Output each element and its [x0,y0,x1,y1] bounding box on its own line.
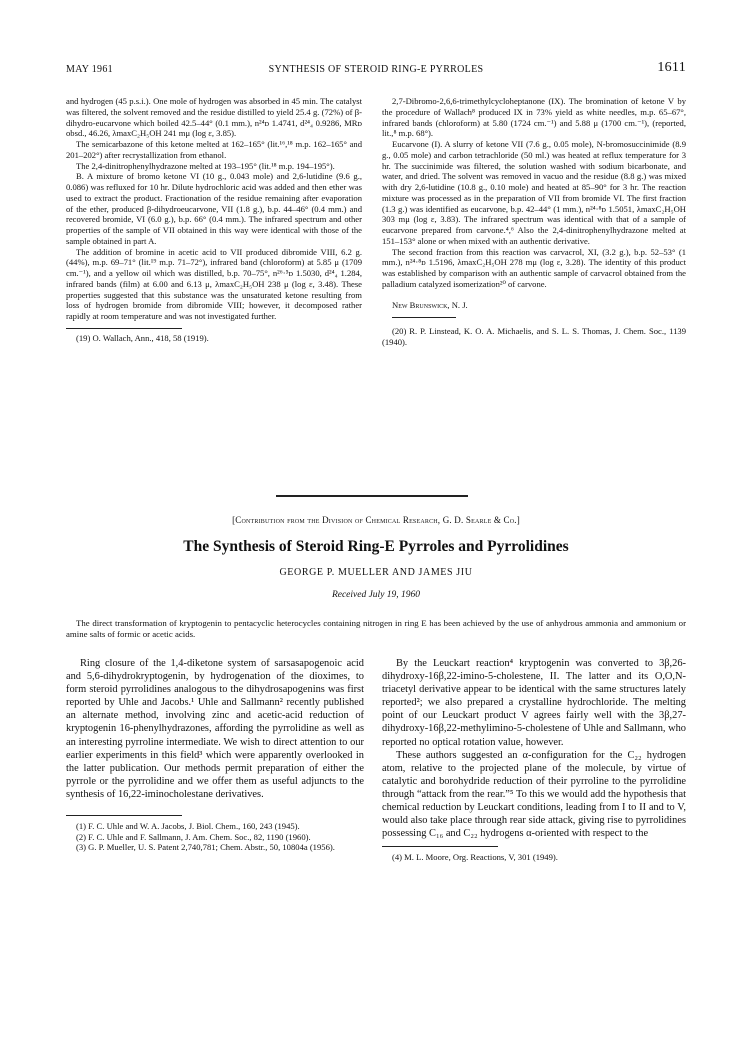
received-date: Received July 19, 1960 [331,590,421,600]
issue-date: MAY 1961 [66,64,113,75]
running-title: SYNTHESIS OF STEROID RING-E PYRROLES [268,64,484,75]
paragraph: By the Leuckart reaction⁴ kryptogenin was converted to 3β,26-dihydroxy-16β,22-imino-5-cholestene, II. The latter and its O,O,N-triacetyl derivative appear to be identical with the same structures lately reported²; we also prepared a crystalline hydrochloride. The melting point of our Leuckart product V agrees fairly well with the 3β,27-dihydroxy-16β,22-methylimino-5-cholestene of Uhle and Sallmann, who reported no optical rotation value, however. [382,658,686,748]
previous-article-left-column [66,96,362,343]
footnote-2: (2) F. C. Uhle and F. Sallmann, J. Am. Chem. Soc., 82, 1190 (1960). [76,831,311,842]
footnote-rule [392,317,456,318]
article-separator-rule [276,495,468,497]
paragraph: The addition of bromine in acetic acid to VII produced dibromide VIII, 6.2 g. (44%), m.p. 69–71° (lit.¹⁹ m.p. 71–72°), infrared band (chloroform) at 5.85 μ (1709 cm.⁻¹), and a yellow oil which was distilled, b.p. 70–75°, n²⁶·⁵ᴅ 1.5030, d²⁴₄ 1.284, infrared bands (film) at 6.00 and 6.13 μ, λmaxC₂H₅OH 238 μ (log ε, 3.48). These properties suggested that this substance was the unsaturated ketone resulting from loss of hydrogen bromide from dibromide VIII; however, it decomposed rather rapidly at room temperature and was not investigated further. [66,246,362,321]
footnote-3: (3) G. P. Mueller, U. S. Patent 2,740,781; Chem. Abstr., 50, 10804a (1956). [76,842,335,853]
paragraph: 2,7-Dibromo-2,6,6-trimethylcycloheptanone (IX). The bromination of ketone V by the procedure of Wallach⁸ produced IX in 73% yield as white needles, m.p. 65–67°, infrared bands (chloroform) at 5.80 (1724 cm.⁻¹) and 5.88 μ (1700 cm.⁻¹), (reported, lit.,⁸ m.p. 68°). [382,96,686,139]
paragraph: Ring closure of the 1,4-diketone system of sarsasapogenoic acid and 5,6-dihydrokryptogenin, by hydrogenation of the dioximes, to form steroid pyrrolidines analogous to the dihydrosapogenins was first reported by Uhle and Jacobs.¹ Uhle and Sallmann² recently published an alternate method, involving zinc and acetic-acid reduction of kryptogenin 16-phenylhydrazones, affording the pyrrolidine as well as an interesting pyrroline intermediate. We wish to direct attention to our earlier experiments in this field³ which were apparently overlooked in the latter publication. Our methods permit preparation of either the pyrrole or the pyrrolidine and we offer them as useful adjuncts to the synthesis of 16,22-iminocholestane derivatives. [66,658,364,800]
footnote-rule [66,328,182,329]
paragraph: The semicarbazone of this ketone melted at 162–165° (lit.¹⁶,¹⁸ m.p. 162–165° and 201–202°) after recrystallization from ethanol. [66,139,362,160]
paragraph: The second fraction from this reaction was carvacrol, XI, (3.2 g.), b.p. 52–53° (1 mm.), n²⁴·⁸ᴅ 1.5196, λmaxC₂H₅OH 278 mμ (log ε, 3.28). The identity of this product was established by comparison with an authentic sample of carvacrol obtained from the palladium catalyzed isomerization²⁰ of carvone. [382,246,686,289]
footnote-4: (4) M. L. Moore, Org. Reactions, V, 301 (1949). [392,852,558,863]
paragraph: These authors suggested an α-configuration for the C₂₂ hydrogen atom, relative to the projected plane of the molecule, by virtue of catalytic and borohydride reduction of their pyrroline to the pyrrolidine through “attack from the rear.”⁵ To this we would add the hypothesis that chemical reduction by Leuckart conditions, leading from I to II and to V, would also take place through rear side attack, giving rise to pyrrolidines possessing C₁₆ and C₂₂ hydrogens α-oriented with respect to the [382,749,686,840]
paragraph: and hydrogen (45 p.s.i.). One mole of hydrogen was absorbed in 45 min. The catalyst was filtered, the solvent removed and the residue distilled to yield 25.4 g. (72%) of β-dihydro-eucarvone which boiled 42.5–44° (0.1 mm.), n²⁴ᴅ 1.4741, d²⁴₄ 0.9286, MRᴅ obsd., 46.26, λmaxC₂H₅OH 241 mμ (log ε, 3.85). [66,96,362,139]
body-right-column [382,657,686,863]
article-title: The Synthesis of Steroid Ring-E Pyrroles and Pyrrolidines [183,538,569,555]
paragraph: B. A mixture of bromo ketone VI (10 g., 0.043 mole) and 2,6-lutidine (9.6 g., 0.086) was refluxed for 10 hr. Dilute hydrochloric acid was added and then ether was used to extract the product. Fractionation of the residue remaining after evaporation of the ether, produced β-dihydroeucarvone, VII (1.8 g.), b.p. 44–46° (0.4 mm.) and recovered bromide, VI (6.0 g.), b.p. 66° (0.4 mm.). The infrared spectrum and other properties of the sample of VII obtained in this way were identical with those of the sample obtained in part A. [66,171,362,246]
previous-article-right-column [382,96,686,347]
paragraph: The 2,4-dinitrophenylhydrazone melted at 193–195° (lit.¹⁸ m.p. 194–195°). [76,160,335,171]
footnote: (20) R. P. Linstead, K. O. A. Michaelis, and S. L. S. Thomas, J. Chem. Soc., 1139 (1940). [382,326,686,347]
footnote-rule [66,815,182,816]
footnote: (19) O. Wallach, Ann., 418, 58 (1919). [76,332,209,343]
article-authors: GEORGE P. MUELLER AND JAMES JIU [279,567,473,578]
footnote-rule [382,846,498,847]
location: New Brunswick, N. J. [392,299,468,310]
body-left-column [66,657,364,853]
contribution-line: [Contribution from the Division of Chemical Research, G. D. Searle & Co.] [232,515,520,525]
abstract: The direct transformation of kryptogenin to pentacyclic heterocycles containing nitrogen in ring E has been achieved by the use of anhydrous ammonia and ammonium or amine salts of formic or acetic acids. [66,618,686,639]
running-header [66,62,686,78]
footnote-1: (1) F. C. Uhle and W. A. Jacobs, J. Biol. Chem., 160, 243 (1945). [76,821,300,832]
page-number: 1611 [657,60,686,75]
paragraph: Eucarvone (I). A slurry of ketone VII (7.6 g., 0.05 mole), N-bromosuccinimide (8.9 g., 0.05 mole) and carbon tetrachloride (50 ml.) was heated at reflux temperature for 3 hr. The succinimide was filtered, the solution washed with sodium bicarbonate, and water, and dried. The solvent was removed in vacuo and the residue (8.8 g.) was mixed with dry 2,6-lutidine (10.8 g., 0.10 mole) and heated at 85–90° for 3 hr. The reaction mixture was processed as in the preparation of VII from bromide VI. The first fraction (1.3 g.) was identified as eucarvone, b.p. 42–44° (1 mm.), n²⁴·⁸ᴅ 1.5051, λmaxC₂H₅OH 303 mμ (log ε, 3.83). The infrared spectrum was identical with that of a sample of eucarvone prepared from carvone.⁴,⁶ Also the 2,4-dinitrophenylhydrazone melted at 151–153° alone or when mixed with an authentic derivative. [382,139,686,246]
